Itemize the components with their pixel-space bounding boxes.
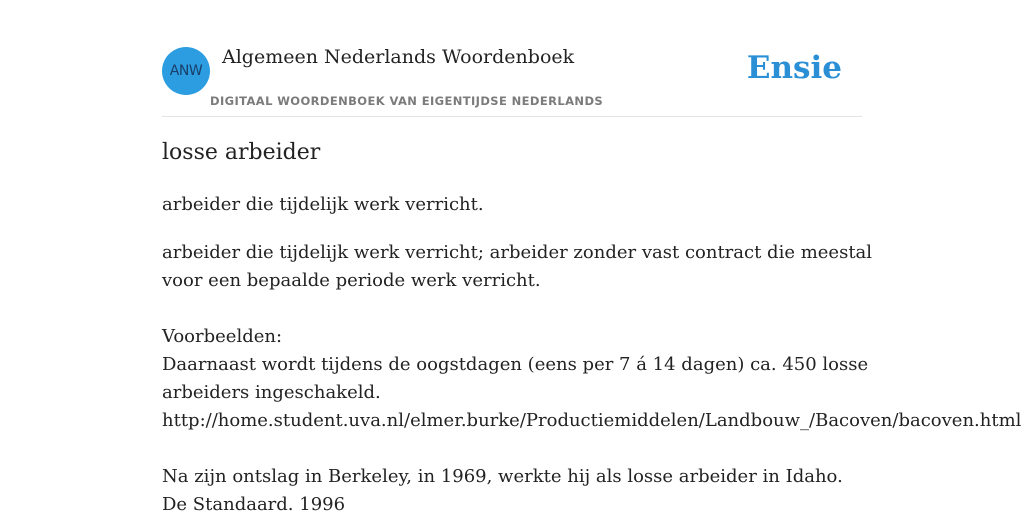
spacer	[162, 435, 1022, 463]
logo-text: ANW	[169, 63, 203, 79]
long-definition-line: voor een bepaalde periode werk verricht.	[162, 270, 541, 291]
anw-logo[interactable]	[162, 47, 210, 95]
site-header	[162, 40, 862, 117]
long-definition-line: arbeider die tijdelijk werk verricht; arbeider zonder vast contract die meestal	[162, 242, 873, 263]
example-source: De Standaard. 1996	[162, 494, 346, 512]
entry-title: losse arbeider	[162, 140, 321, 165]
example-text-line: Na zijn ontslag in Berkeley, in 1969, werkte hij als losse arbeider in Idaho.	[162, 466, 843, 487]
short-definition: arbeider die tijdelijk werk verricht.	[162, 194, 484, 215]
entry-content	[162, 239, 1022, 512]
example-text-line: Daarnaast wordt tijdens de oogstdagen (eens per 7 á 14 dagen) ca. 450 losse	[162, 354, 869, 375]
ensie-brand-logo[interactable]: Ensie	[746, 50, 842, 86]
example-source-url: http://home.student.uva.nl/elmer.burke/Productiemiddelen/Landbouw_/Bacoven/bacoven.html	[162, 410, 1022, 431]
site-title[interactable]: Algemeen Nederlands Woordenboek	[222, 46, 575, 68]
spacer	[162, 295, 1022, 323]
site-subtitle: DIGITAAL WOORDENBOEK VAN EIGENTIJDSE NEDERLANDS	[210, 94, 604, 108]
example-text-line: arbeiders ingeschakeld.	[162, 382, 381, 403]
examples-heading: Voorbeelden:	[162, 326, 283, 347]
